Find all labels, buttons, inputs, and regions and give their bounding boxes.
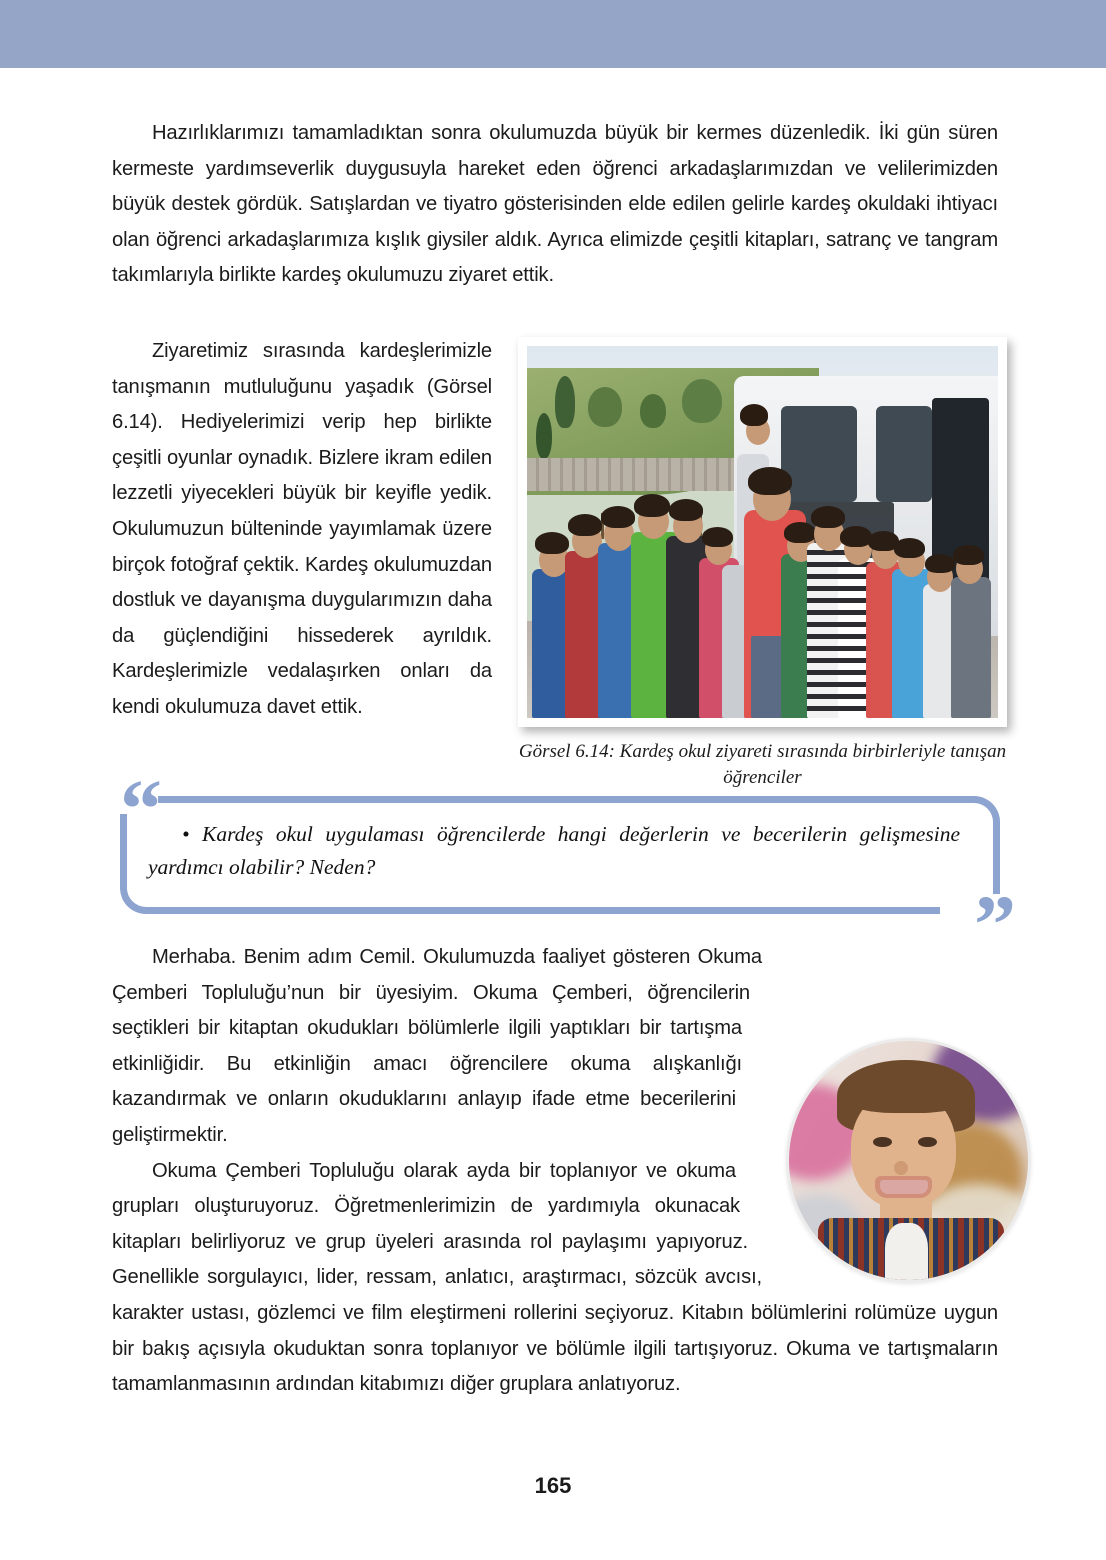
paragraph-visit: Ziyaretimiz sırasında kardeşlerimizle tanışmanın mutluluğunu yaşadık (Görsel 6.14). Hediyelerimizi verip hep birlikte çeşitli oyunlar oynadık. Bizlere ikram edilen lezzetli yiyecekleri büyük bir keyifle yedik. Okulumuzun bülteninde yayımlamak üzere birçok fotoğraf çektik. Kardeş okulumuzdan dostluk ve dayanışma duygularımızın daha da güçlendiğini hissederek ayrıldık. Kardeşlerimizle vedalaşırken onları da kendi okulumuza davet ettik. <box>112 340 492 718</box>
page-content <box>0 68 1106 1560</box>
figure-gorsel-6-14 <box>518 337 1007 791</box>
lower-text-block <box>112 940 998 1403</box>
paragraph-cemil-intro: Merhaba. Benim adım Cemil. Okulumuzda faaliyet gösteren Okuma Çemberi Topluluğu’nun bir üyesiyim. Okuma Çemberi, öğrencilerin seçtikleri bir kitaptan okudukları bölümlerle ilgili yaptıkları bir tartışma etkinliğidir. Bu etkinliğin amacı öğrencilere okuma alışkanlığı kazandırmak ve onların okuduklarını anlayıp ifade etme becerilerini geliştirmektir. <box>112 946 762 1146</box>
quote-close-icon: ” <box>974 879 1014 972</box>
quote-open-icon: “ <box>120 763 160 856</box>
question-text: • Kardeş okul uygulaması öğrencilerde hangi değerlerin ve becerilerin gelişmesine yardımcı olabilir? Neden? <box>148 822 960 879</box>
figure-photo-frame <box>518 337 1007 727</box>
quote-box-border-bottom <box>158 907 940 914</box>
figure-photo-image <box>527 346 998 718</box>
quote-box-corner-top-right <box>958 796 1000 838</box>
quote-box-border-top <box>158 796 958 803</box>
page-number: 165 <box>534 1473 572 1498</box>
figure-caption: Görsel 6.14: Kardeş okul ziyareti sırasında birbirleriyle tanışan öğrenciler <box>518 741 1007 788</box>
page-header-band <box>0 0 1106 68</box>
paragraph-intro: Hazırlıklarımızı tamamladıktan sonra okulumuzda büyük bir kermes düzenledik. İki gün süren kermeste yardımseverlik duygusuyla hareket eden öğrenci arkadaşlarımızdan ve velilerimizden büyük destek gördük. Satışlardan ve tiyatro gösterisinden elde edilen gelirle kardeş okuldaki ihtiyacı olan öğrenci arkadaşlarımıza kışlık giysiler aldık. Ayrıca elimizde çeşitli kitapları, satranç ve tangram takımlarıyla birlikte kardeş okulumuzu ziyaret ettik. <box>112 122 998 287</box>
paragraph-cemil-detail: Okuma Çemberi Topluluğu olarak ayda bir toplanıyor ve okuma grupları oluşturuyoruz. Öğretmenlerimizin de yardımıyla okunacak kitapları belirliyoruz ve grup üyeleri arasında rol paylaşımı yapıyoruz. Genellikle sorgulayıcı, lider, ressam, anlatıcı, araştırmacı, sözcük avcısı, karakter ustası, gözlemci ve film eleştirmeni rollerini seçiyoruz. Kitabın bölümlerini rolümüze uygun bir bakış açısıyla okuduktan sonra toplanıyor ve bölümle ilgili tartışıyoruz. Okuma ve tartışmaların tamamlanmasının ardından kitabımızı diğer gruplara anlatıyoruz. <box>112 1159 998 1396</box>
